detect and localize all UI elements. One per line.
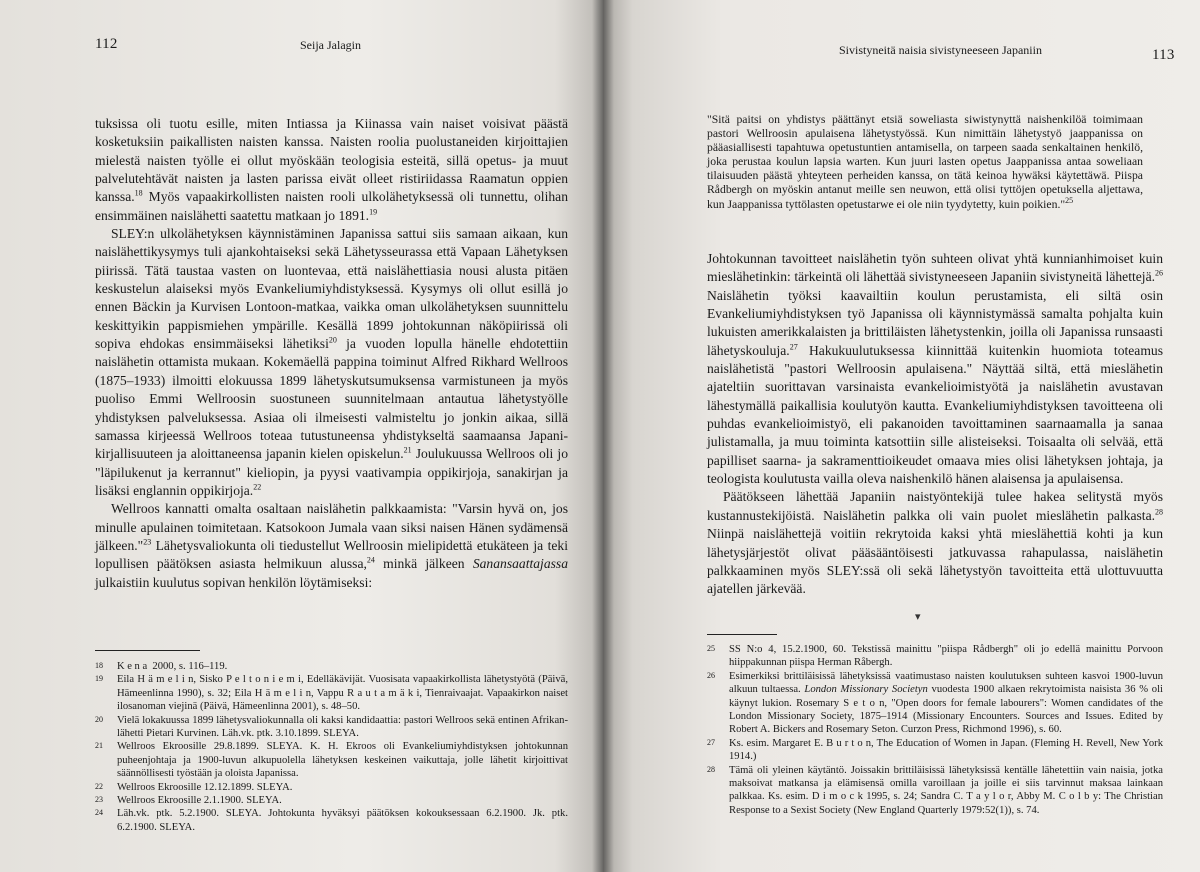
book-gutter [592,0,614,872]
right-page [603,0,1200,872]
running-head-left: Seija Jalagin [300,38,361,52]
block-quote: "Sitä paitsi on yhdistys päättänyt etsiä soweliasta siwistynyttä naishenkilöä toimimaan pastori Wellroosin apulaisena lähetystyössä. Kun nimittäin lähetystyö jaappanissa on pääasiallisesti tapahtuwa opetustuntien antamisella, on tarpeen saada senkaltainen henkilö, joka perustaa koulun lapsia warten. Kun juuri lasten opetus Jaappanissa antaa soweliaan tilaisuuden päästä yhteyteen perheiden kanssa, on tätä keinoa hywäksi käytettäwä. Piispa Rådbergh on myöskin antanut meille sen neuwon, että olisi tyttöjen opetuksella aljettawa, kun Jaappanissa tyttölasten opetustarwe ei ole niin tyydytetty, kuin poikien."$^{25}$ [707,113,1143,211]
footnote: 26 Esimerkiksi brittiläisissä lähetyksissä vaatimustaso naisten koulutuksen suhteen kasvoi 1900-luvun alkuun tultaessa. London Missionary Societyn vuodesta 1900 alkaen rekrytoimista naisista 36 % oli käynyt lukion. Rosemary S e t o n, "Open doors for female labourers": Women candidates of the London Missionary Society, 1875–1914 (Missionary Encounters. Sources and Issues. Edited by Robert A. Bickers and Rosemary Seton. Curzon Press, Richmond 1996), s. 60. [707,670,1163,736]
paragraph: SLEY:n ulkolähetyksen käynnistäminen Japanissa sattui siis samaan aikaan, kun naislähettikysymys tuli ajankohtaiseksi sekä Lähetysseurassa että Vapaan Lähetyksen piirissä. Tätä taustaa vasten on luontevaa, että naislähettiasia nousi alusta pitäen keskustelun alaiseksi myös Evankeliumiyhdistyksessä. Kysymys oli ollut esillä jo ennen Bäckin ja Kurvisen Lontoon-matkaa, vaikka oman ulkolähetyksen suunnittelu keskittyikin pappismiehen ympärille. Kesällä 1899 johtokunnan näköpiirissä oli sopiva ehdokas ensimmäiseksi lähetiksi$^{20}$ ja vuoden lopulla hänelle ehdotettiin naislähetin ottamista mukaan. Kokemäellä pappina toiminut Alfred Rikhard Wellroos (1875–1933) ilmoitti elokuussa 1899 lähetyskutsumuksensa varmistuneen ja myös puoliso Emmi Wellroosin suostuneen suunnitelmaan antautua lähetystyölle yhdistyksen palveluksessa. Asiaa oli ilmeisesti valmisteltu jo jonkin aikaa, sillä samassa kirjeessä Wellroos toteaa tutustuneensa yhdistykseltä saamaansa Japani-kirjallisuuteen ja aloittaneensa japanin kielen opiskelun.$^{21}$ Joulukuussa Wellroos oli jo "läpilukenut ja kerrannut" kieliopin, ja pyysi vaativampia oppikirjoja, sanakirjan ja lisäksi englannin oppikirjoja.$^{22}$ [95,226,568,498]
paragraph: Päätökseen lähettää Japaniin naistyöntekijä tulee hakea selitystä myös kustannustekijöistä. Naislähetin palkka oli vain puolet mieslähetin palkasta.$^{28}$ Niinpä naislähettejä voitiin rekrytoida kaksi yhtä mieslähettiä kohti ja kun lähetysjärjestöt olivat pääsääntöisesti jatkuvassa rahapulassa, naislähetin palkkaaminen myös SLEY:ssä oli sekä lähetystyön tavoitteita että ulottuvuutta ajatellen järkevää. [707,489,1163,597]
footnote: 28 Tämä oli yleinen käytäntö. Joissakin brittiläisissä lähetyksissä kentälle lähetettiin vain naisia, jotka maksoivat matkansa ja elämisensä omilla varoillaan ja joille ei siis tarvinnut maksaa lainkaan palkkaa. Ks. esim. D i m o c k 1995, s. 24; Sandra C. T a y l o r, Abby M. C o l b y: The Christian Response to a Sexist Society (New England Quarterly 1979:52(1)), s. 74. [707,764,1163,816]
left-body-text [95,115,568,592]
footnote: 27 Ks. esim. Margaret E. B u r t o n, The Education of Women in Japan. (Fleming H. Revell, New York 1914.) [707,737,1163,763]
right-footnotes [707,643,1163,817]
paragraph: tuksissa oli tuotu esille, miten Intiassa ja Kiinassa vain naiset voisivat päästä kosketuksiin paikallisten naisten kanssa. Naisten roolia puolustaneiden kirjoittajien mielestä naisten työlle ei ollut myöskään teologisia esteitä, sillä opetus- ja muut palvelutehtävät naisten ja lasten parissa eivät olleet ristiriidassa Raamatun oppien kanssa.$^{18}$ Myös vapaakirkollisten naisten rooli ulkolähetyksessä oli tunnettu, olihan ensimmäinen naislähetti saatettu matkaan jo 1891.19 [95,116,568,223]
paragraph: Johtokunnan tavoitteet naislähetin työn suhteen olivat yhtä kunnianhimoiset kuin mieslähetinkin: tärkeintä oli lähettää sivistyneeseen Japaniin sivistyneitä lähettejä.$^{26}$ Naislähetin työksi kaavailtiin koulun perustamista, eli siltä osin Evankeliumiyhdistyksen työ Japanissa oli käynnistymässä samalta pohjalta kuin lukuisten amerikkalaisten ja brittiläisten lähetystenkin, joilla oli Japanissa runsaasti lähetyskouluja.$^{27}$ Hakukuulutuksessa kiinnittää kuitenkin huomiota toteamus naislähetistä "pastori Wellroosin apulaisena." Näyttää siltä, että mieslähetin ajateltiin suorittavan varsinaista evankelioimistyötä ja naislähetin avustavan lähestymällä paikallisia koulutyön kautta. Evankeliumiyhdistyksen tavoitteena oli puhdas evankelioimistyö, eli pakanoiden tavoittaminen saarnaamalla ja sanaa julistamalla, ja muu toiminta katsottiin sille alisteiseksi. Toisaalta oli selvää, että papilliset saarna- ja sakramenttioikeudet omaava mies olisi lähetyksen johtaja, ja teologista koulutusta vailla oleva naishenkilö hänen alaisensa ja apulaisensa. [707,251,1163,487]
footnote-rule [707,634,777,635]
footnote: 24 Läh.vk. ptk. 5.2.1900. SLEYA. Johtokunta hyväksyi päätöksen kokouksessaan 6.2.1900. Jk. ptk. 6.2.1900. SLEYA. [95,808,568,833]
footnote: 19 Eila H ä m e l i n, Sisko P e l t o n i e m i, Edelläkävijät. Vuosisata vapaakirkollista lähetystyötä (Päivä, Hämeenlinna 1990), s. 32; Eila H ä m e l i n, Vappu R a u t a m ä k i, Tienraivaajat. Vapaakirkon naiset ilosanoman viejinä (Päivä, Hämeenlinna 2001), s. 48–50. [95,674,568,713]
footnote: 22 Wellroos Ekroosille 12.12.1899. SLEYA. [95,781,293,793]
paragraph: Wellroos kannatti omalta osaltaan naislähetin palkkaamista: "Varsin hyvä on, jos minulle apulainen toimitetaan. Katsokoon Jumala vaan siksi naisen Hänen sydämensä jälkeen."$^{23}$ Lähetysvaliokunta oli tiedustellut Wellroosin mielipidettä etukäteen ja teki lopullisen päätöksen asiasta helmikuun alussa,$^{24}$ minkä jälkeen Sanansaattajassa julkaistiin kuulutus sopivan henkilön löytämiseksi: [95,501,568,590]
footnote: 23 Wellroos Ekroosille 2.1.1900. SLEYA. [95,795,282,807]
page-number-left: 112 [95,36,118,52]
page-number-right: 113 [1152,47,1175,63]
footnote: 25 SS N:o 4, 15.2.1900, 60. Tekstissä mainittu "piispa Rådbergh" oli jo edellä mainittu Porvoon hiippakunnan piispa Herman Råbergh. [707,644,1163,669]
footnote: 18 Kena 2000, s. 116–119. [95,661,228,672]
cursor-icon: ▾ [915,611,921,623]
footnote-rule [95,650,200,651]
left-footnotes [95,660,568,834]
footnote: 21 Wellroos Ekroosille 29.8.1899. SLEYA. K. H. Ekroos oli Evankeliumiyhdistyksen johtokunnan puheenjohtaja ja 1900-luvun alkupuolella lähetyksen keskeinen vaikuttaja, jolle lähetit kirjoittivat säännöllisesti työstään ja oloista Japanissa. [95,741,568,780]
right-body-text [707,250,1163,599]
running-head-right: Sivistyneitä naisia sivistyneeseen Japaniin [839,43,1042,57]
footnote: 20 Vielä lokakuussa 1899 lähetysvaliokunnalla oli kaksi kandidaattia: pastori Wellroos sekä entinen Afrikan-lähetti Pietari Kurvinen. Läh.vk. ptk. 3.10.1899. SLEYA. [95,714,568,740]
